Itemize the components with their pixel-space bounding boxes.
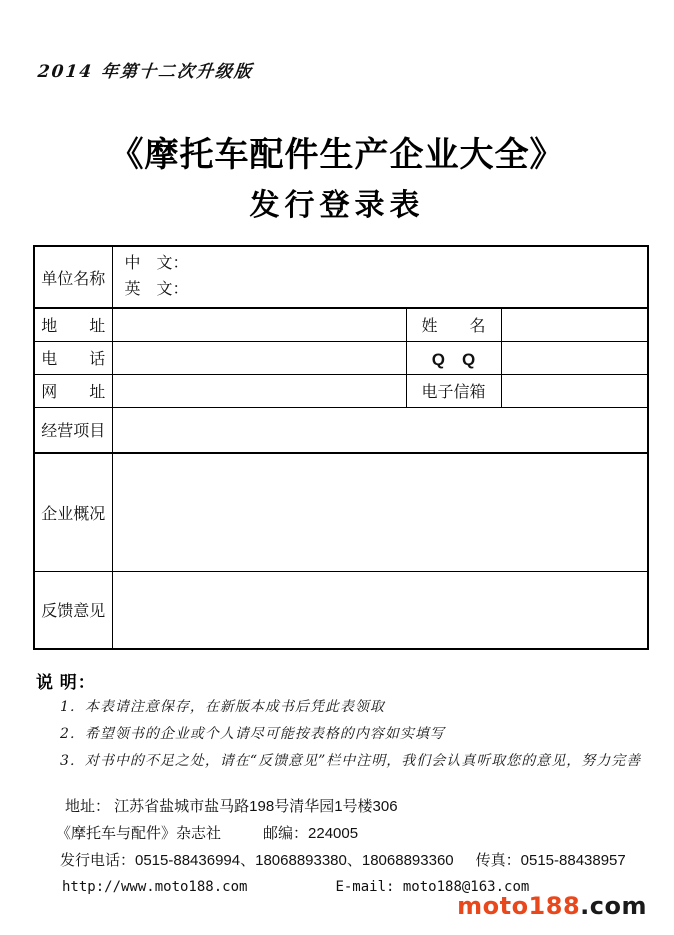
qq-label: Q Q [406,341,501,374]
qq-field [501,341,648,374]
contact-name-field [501,308,648,341]
page-subtitle: 发行登录表 [249,189,425,222]
company-profile-field [112,453,648,571]
unit-name-cell [112,246,648,308]
note-item-2: 2．希望领书的企业或个人请尽可能按表格的内容如实填写 [60,726,445,742]
business-items-field [112,407,648,453]
email-field [501,374,648,407]
feedback-row [34,571,648,649]
company-profile-row [34,453,648,571]
website-label: 网 址 [34,374,112,407]
phone-label: 电 话 [34,341,112,374]
unit-name-label: 单位名称 [34,246,112,308]
feedback-field [112,571,648,649]
publisher-address: 地址： 江苏省盐城市盐马路198号清华园1号楼306 [65,798,398,815]
note-item-1: 1．本表请注意保存，在新版本成书后凭此表领取 [60,699,385,715]
address-row [34,308,648,341]
phone-row [34,341,648,374]
unit-name-row [34,246,648,308]
fax-number: 传真：0515-88438957 [475,852,626,869]
logo-brand-text: moto188 [457,892,581,920]
feedback-label: 反馈意见 [34,571,112,649]
notes-heading: 说 明： [36,673,96,692]
business-items-label: 经营项目 [34,407,112,453]
logo-tld-text: .com [580,892,647,920]
email-label: 电子信箱 [406,374,501,407]
registration-table [33,245,649,650]
note-item-3: 3．对书中的不足之处，请在“反馈意见”栏中注明，我们会认真听取您的意见，努力完善 [60,753,642,769]
company-profile-label: 企业概况 [34,453,112,571]
moto188-logo [457,892,647,920]
contact-name-label: 姓 名 [406,308,501,341]
edition-note: 2014 年第十二次升级版 [36,62,255,82]
phone-field [112,341,406,374]
distribution-phones: 发行电话：0515-88436994、18068893380、18068893360 [60,852,454,869]
postcode: 邮编：224005 [263,825,359,842]
email-address: E-mail: moto188@163.com [335,879,530,895]
english-name-field-label: 英 文： [124,281,189,298]
website-url: http://www.moto188.com [62,879,248,895]
notes-list [60,694,660,775]
chinese-name-field-label: 中 文： [124,255,189,272]
publisher-name: 《摩托车与配件》杂志社 [56,825,222,842]
publisher-line [56,820,656,847]
website-row [34,374,648,407]
address-label: 地 址 [34,308,112,341]
address-field [112,308,406,341]
page-title: 《摩托车配件生产企业大全》 [109,137,565,174]
phone-fax-line [56,847,656,874]
publisher-contact-block [56,793,656,901]
website-field [112,374,406,407]
business-items-row [34,407,648,453]
